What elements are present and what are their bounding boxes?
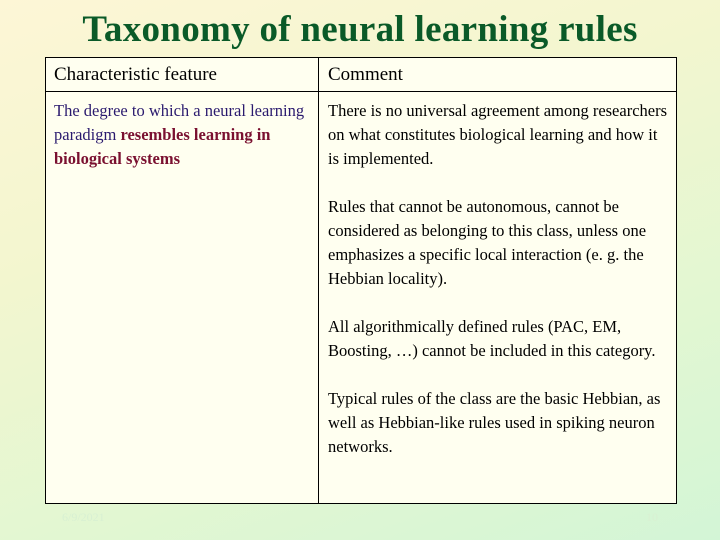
- header-comment: Comment: [328, 64, 403, 85]
- slide-title: Taxonomy of neural learning rules: [82, 9, 638, 50]
- footer-page-number: 10: [646, 510, 658, 524]
- footer-date: 6/9/2021: [62, 510, 105, 524]
- comment-cell: [328, 99, 670, 483]
- comment-paragraph: Typical rules of the class are the basic Hebbian, as well as Hebbian-like rules used in spiking neuron networks.: [328, 389, 661, 456]
- header-characteristic-feature: Characteristic feature: [54, 64, 217, 85]
- comment-paragraph: There is no universal agreement among researchers on what constitutes biological learning and how it is implemented.: [328, 101, 668, 168]
- feature-cell: [54, 99, 310, 171]
- feature-highlight: resembles learning in biological systems: [54, 125, 271, 168]
- comment-paragraph: All algorithmically defined rules (PAC, EM, Boosting, …) cannot be included in this category.: [328, 317, 656, 360]
- header-divider: [46, 91, 676, 92]
- column-divider: [318, 58, 319, 503]
- taxonomy-table: [45, 57, 677, 504]
- comment-paragraph: Rules that cannot be autonomous, cannot be considered as belonging to this class, unless one emphasizes a specific local interaction (e. g. the Hebbian locality).: [328, 197, 647, 288]
- feature-text: The degree to which a neural learning paradigm: [54, 101, 305, 144]
